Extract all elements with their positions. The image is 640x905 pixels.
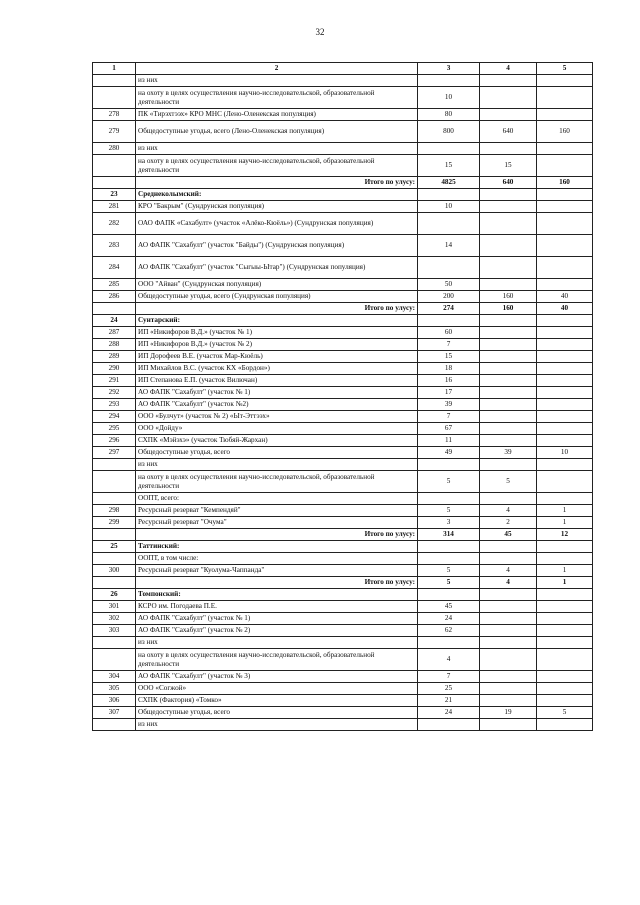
quota-total-cell: 800 [418, 121, 480, 143]
hunting-ground-name: АО ФАПК "Сахабулт" (участок № 3) [136, 671, 418, 683]
row-number-cell [93, 87, 136, 109]
quota-total-cell: 7 [418, 411, 480, 423]
table-row [93, 155, 593, 177]
table-row [93, 411, 593, 423]
quota-adult-cell: 4 [480, 505, 537, 517]
hunting-ground-name: ООО «Дойду» [136, 423, 418, 435]
quota-total-cell: 45 [418, 601, 480, 613]
quota-young-cell [537, 143, 593, 155]
hunting-ground-name: ОАО ФАПК «Сахабулт» (участок «Алёко-Кюёль») (Сундрунская популяция) [136, 213, 418, 235]
quota-young-cell [537, 363, 593, 375]
table-row [93, 363, 593, 375]
row-number-cell: 290 [93, 363, 136, 375]
table-row [93, 707, 593, 719]
quota-total-cell: 80 [418, 109, 480, 121]
quota-adult-cell [480, 257, 537, 279]
table-row [93, 671, 593, 683]
row-number-cell: 280 [93, 143, 136, 155]
value-cell [480, 315, 537, 327]
quota-young-cell [537, 459, 593, 471]
table-row [93, 695, 593, 707]
quota-adult-cell: 5 [480, 471, 537, 493]
hunting-ground-name: Ресурсный резерват "Кемпендяй" [136, 505, 418, 517]
quota-total-cell: 14 [418, 235, 480, 257]
quota-adult-cell [480, 327, 537, 339]
value-cell [418, 541, 480, 553]
quota-adult-cell [480, 423, 537, 435]
quota-young-cell [537, 671, 593, 683]
quota-young-cell: 5 [537, 707, 593, 719]
ulus-number: 24 [93, 315, 136, 327]
table-row [93, 235, 593, 257]
quota-adult-cell [480, 671, 537, 683]
quota-total-cell: 39 [418, 399, 480, 411]
total-label: Итого по улусу: [136, 577, 418, 589]
quota-total-cell: 7 [418, 671, 480, 683]
row-number-cell [93, 303, 136, 315]
quota-young-cell: 160 [537, 121, 593, 143]
quota-adult-cell [480, 87, 537, 109]
total-label: Итого по улусу: [136, 177, 418, 189]
quota-young-cell [537, 493, 593, 505]
row-number-cell: 279 [93, 121, 136, 143]
table-row [93, 109, 593, 121]
quota-total-cell: 200 [418, 291, 480, 303]
quota-young-cell [537, 637, 593, 649]
row-number-cell: 286 [93, 291, 136, 303]
table-row [93, 143, 593, 155]
total-value-cell: 4 [480, 577, 537, 589]
total-value-cell: 4825 [418, 177, 480, 189]
table-row [93, 387, 593, 399]
quota-young-cell [537, 435, 593, 447]
row-number-cell [93, 719, 136, 731]
quota-total-cell [418, 493, 480, 505]
hunting-ground-name: АО ФАПК "Сахабулт" (участок "Байды") (Сундрунская популяция) [136, 235, 418, 257]
row-number-cell: 282 [93, 213, 136, 235]
hunting-ground-name: КРО "Бакрым" (Сундрунская популяция) [136, 201, 418, 213]
quota-young-cell [537, 109, 593, 121]
row-number-cell [93, 637, 136, 649]
quota-total-cell [418, 719, 480, 731]
table-row [93, 553, 593, 565]
table-row [93, 601, 593, 613]
row-number-cell: 295 [93, 423, 136, 435]
table-row [93, 75, 593, 87]
quota-total-cell [418, 459, 480, 471]
quota-adult-cell [480, 435, 537, 447]
quota-young-cell: 1 [537, 565, 593, 577]
row-number-cell [93, 459, 136, 471]
total-label: Итого по улусу: [136, 529, 418, 541]
table-row [93, 423, 593, 435]
quota-adult-cell [480, 683, 537, 695]
table-row [93, 649, 593, 671]
quota-adult-cell [480, 109, 537, 121]
quota-adult-cell: 39 [480, 447, 537, 459]
quota-young-cell [537, 649, 593, 671]
row-number-cell: 291 [93, 375, 136, 387]
quota-adult-cell [480, 637, 537, 649]
ulus-heading-row [93, 541, 593, 553]
quota-adult-cell [480, 279, 537, 291]
quota-total-cell: 60 [418, 327, 480, 339]
value-cell [537, 189, 593, 201]
row-number-cell: 296 [93, 435, 136, 447]
hunting-ground-name: ИП «Никифоров В.Д.» (участок № 2) [136, 339, 418, 351]
row-number-cell: 305 [93, 683, 136, 695]
hunting-ground-name: ИП Степанова Е.П. (участок Вилючан) [136, 375, 418, 387]
hunting-ground-name: ООО «Булчут» (участок № 2) «Ыт-Эттээх» [136, 411, 418, 423]
quota-adult-cell [480, 695, 537, 707]
row-number-cell [93, 471, 136, 493]
quota-adult-cell [480, 719, 537, 731]
column-header: 2 [136, 63, 418, 75]
row-number-cell [93, 553, 136, 565]
table-row [93, 291, 593, 303]
table-row [93, 683, 593, 695]
quota-adult-cell [480, 201, 537, 213]
quota-total-cell: 49 [418, 447, 480, 459]
quota-total-cell [418, 637, 480, 649]
quota-adult-cell [480, 351, 537, 363]
row-number-cell: 287 [93, 327, 136, 339]
table-row [93, 459, 593, 471]
quota-total-cell: 17 [418, 387, 480, 399]
row-number-cell: 300 [93, 565, 136, 577]
hunting-ground-name: из них [136, 719, 418, 731]
quota-total-cell: 5 [418, 505, 480, 517]
quota-young-cell [537, 339, 593, 351]
quota-total-cell [418, 257, 480, 279]
total-value-cell: 640 [480, 177, 537, 189]
quota-young-cell: 1 [537, 517, 593, 529]
ulus-number: 25 [93, 541, 136, 553]
quota-young-cell [537, 695, 593, 707]
ulus-name: Таттинский: [136, 541, 418, 553]
table-row [93, 565, 593, 577]
hunting-ground-name: АО ФАПК "Сахабулт" (участок "Сыгыы-Ытар") (Сундрунская популяция) [136, 257, 418, 279]
table-row [93, 435, 593, 447]
quota-adult-cell: 15 [480, 155, 537, 177]
column-header: 1 [93, 63, 136, 75]
quota-adult-cell [480, 143, 537, 155]
quota-young-cell [537, 625, 593, 637]
quota-young-cell [537, 471, 593, 493]
quota-young-cell [537, 75, 593, 87]
hunting-ground-name: на охоту в целях осуществления научно-исследовательской, образовательной деятельности [136, 155, 418, 177]
quota-total-cell: 10 [418, 87, 480, 109]
value-cell [418, 315, 480, 327]
hunting-ground-name: АО ФАПК "Сахабулт" (участок №2) [136, 399, 418, 411]
value-cell [537, 315, 593, 327]
quota-adult-cell [480, 363, 537, 375]
quota-young-cell [537, 375, 593, 387]
quota-total-cell: 11 [418, 435, 480, 447]
ulus-total-row [93, 577, 593, 589]
table-row [93, 279, 593, 291]
quota-adult-cell [480, 387, 537, 399]
quota-total-cell: 21 [418, 695, 480, 707]
hunting-ground-name: Общедоступные угодья, всего [136, 447, 418, 459]
value-cell [418, 189, 480, 201]
hunting-ground-name: ООПТ, в том числе: [136, 553, 418, 565]
quota-adult-cell [480, 339, 537, 351]
value-cell [480, 589, 537, 601]
ulus-name: Среднеколымский: [136, 189, 418, 201]
row-number-cell: 294 [93, 411, 136, 423]
quota-young-cell [537, 411, 593, 423]
ulus-name: Сунтарский: [136, 315, 418, 327]
ulus-total-row [93, 177, 593, 189]
ulus-heading-row [93, 189, 593, 201]
row-number-cell [93, 75, 136, 87]
column-header: 4 [480, 63, 537, 75]
table-header-row [93, 63, 593, 75]
quota-young-cell: 10 [537, 447, 593, 459]
hunting-ground-name: на охоту в целях осуществления научно-исследовательской, образовательной деятельности [136, 87, 418, 109]
row-number-cell: 303 [93, 625, 136, 637]
row-number-cell: 301 [93, 601, 136, 613]
total-value-cell: 160 [480, 303, 537, 315]
hunting-ground-name: ООПТ, всего: [136, 493, 418, 505]
table-row [93, 327, 593, 339]
hunting-ground-name: Ресурсный резерват "Очума" [136, 517, 418, 529]
row-number-cell: 288 [93, 339, 136, 351]
quota-young-cell [537, 201, 593, 213]
quota-adult-cell: 160 [480, 291, 537, 303]
total-value-cell: 1 [537, 577, 593, 589]
quota-adult-cell: 640 [480, 121, 537, 143]
quota-table [92, 62, 593, 731]
quota-adult-cell [480, 553, 537, 565]
quota-adult-cell [480, 213, 537, 235]
row-number-cell: 278 [93, 109, 136, 121]
table-row [93, 351, 593, 363]
ulus-total-row [93, 529, 593, 541]
quota-young-cell [537, 257, 593, 279]
hunting-ground-name: из них [136, 75, 418, 87]
quota-total-cell: 67 [418, 423, 480, 435]
value-cell [537, 541, 593, 553]
quota-adult-cell [480, 601, 537, 613]
table-row [93, 257, 593, 279]
row-number-cell: 306 [93, 695, 136, 707]
hunting-ground-name: ИП «Никифоров В.Д.» (участок № 1) [136, 327, 418, 339]
table-row [93, 399, 593, 411]
hunting-ground-name: Общедоступные угодья, всего [136, 707, 418, 719]
table-row [93, 625, 593, 637]
quota-total-cell [418, 143, 480, 155]
total-value-cell: 5 [418, 577, 480, 589]
ulus-heading-row [93, 589, 593, 601]
quota-total-cell: 50 [418, 279, 480, 291]
table-row [93, 201, 593, 213]
row-number-cell: 289 [93, 351, 136, 363]
column-header: 5 [537, 63, 593, 75]
table-row [93, 637, 593, 649]
quota-young-cell [537, 399, 593, 411]
total-value-cell: 12 [537, 529, 593, 541]
hunting-ground-name: из них [136, 459, 418, 471]
page-number: 32 [315, 27, 325, 37]
row-number-cell [93, 529, 136, 541]
table-row [93, 505, 593, 517]
hunting-ground-name: СХПК «Мэйэхэ» (участок Тюбяй-Жархан) [136, 435, 418, 447]
row-number-cell: 298 [93, 505, 136, 517]
hunting-ground-name: Общедоступные угодья, всего (Сундрунская популяция) [136, 291, 418, 303]
row-number-cell [93, 649, 136, 671]
table-row [93, 447, 593, 459]
table-row [93, 375, 593, 387]
row-number-cell: 307 [93, 707, 136, 719]
quota-total-cell: 7 [418, 339, 480, 351]
quota-young-cell: 1 [537, 505, 593, 517]
hunting-ground-name: ИП Михайлов В.С. (участок КХ «Бордон») [136, 363, 418, 375]
hunting-ground-name: из них [136, 143, 418, 155]
quota-total-cell: 3 [418, 517, 480, 529]
row-number-cell [93, 177, 136, 189]
row-number-cell: 293 [93, 399, 136, 411]
quota-total-cell: 10 [418, 201, 480, 213]
quota-young-cell [537, 87, 593, 109]
quota-young-cell [537, 683, 593, 695]
value-cell [537, 589, 593, 601]
quota-young-cell: 40 [537, 291, 593, 303]
quota-young-cell [537, 235, 593, 257]
table-row [93, 339, 593, 351]
quota-total-cell: 24 [418, 707, 480, 719]
quota-total-cell: 15 [418, 155, 480, 177]
table-row [93, 471, 593, 493]
total-value-cell: 314 [418, 529, 480, 541]
row-number-cell: 285 [93, 279, 136, 291]
table-row [93, 493, 593, 505]
value-cell [480, 189, 537, 201]
row-number-cell: 297 [93, 447, 136, 459]
hunting-ground-name: Ресурсный резерват "Куолума-Чаппанда" [136, 565, 418, 577]
quota-total-cell: 62 [418, 625, 480, 637]
quota-total-cell: 15 [418, 351, 480, 363]
quota-young-cell [537, 601, 593, 613]
row-number-cell [93, 155, 136, 177]
quota-total-cell: 5 [418, 471, 480, 493]
value-cell [480, 541, 537, 553]
quota-total-cell [418, 75, 480, 87]
ulus-name: Томпонский: [136, 589, 418, 601]
table-row [93, 719, 593, 731]
table-row [93, 121, 593, 143]
hunting-ground-name: ИП Дорофеев В.Е. (участок Мар-Кюёль) [136, 351, 418, 363]
row-number-cell: 292 [93, 387, 136, 399]
row-number-cell: 304 [93, 671, 136, 683]
value-cell [418, 589, 480, 601]
total-label: Итого по улусу: [136, 303, 418, 315]
table-row [93, 213, 593, 235]
total-value-cell: 45 [480, 529, 537, 541]
quota-young-cell [537, 613, 593, 625]
quota-total-cell: 25 [418, 683, 480, 695]
quota-adult-cell: 4 [480, 565, 537, 577]
quota-total-cell: 16 [418, 375, 480, 387]
table-row [93, 517, 593, 529]
table-row [93, 87, 593, 109]
hunting-ground-name: КСРО им. Погодаева П.Е. [136, 601, 418, 613]
quota-adult-cell [480, 459, 537, 471]
quota-adult-cell [480, 613, 537, 625]
quota-total-cell [418, 213, 480, 235]
quota-total-cell: 4 [418, 649, 480, 671]
quota-young-cell [537, 279, 593, 291]
total-value-cell: 160 [537, 177, 593, 189]
row-number-cell: 299 [93, 517, 136, 529]
quota-adult-cell [480, 411, 537, 423]
quota-total-cell [418, 553, 480, 565]
ulus-number: 23 [93, 189, 136, 201]
quota-young-cell [537, 213, 593, 235]
hunting-ground-name: АО ФАПК "Сахабулт" (участок № 1) [136, 613, 418, 625]
row-number-cell: 302 [93, 613, 136, 625]
quota-young-cell [537, 351, 593, 363]
hunting-ground-name: из них [136, 637, 418, 649]
quota-young-cell [537, 423, 593, 435]
row-number-cell [93, 577, 136, 589]
hunting-ground-name: ООО «Согжой» [136, 683, 418, 695]
hunting-ground-name: на охоту в целях осуществления научно-исследовательской, образовательной деятельности [136, 649, 418, 671]
quota-adult-cell [480, 399, 537, 411]
quota-adult-cell [480, 625, 537, 637]
total-value-cell: 40 [537, 303, 593, 315]
ulus-number: 26 [93, 589, 136, 601]
row-number-cell: 281 [93, 201, 136, 213]
quota-young-cell [537, 327, 593, 339]
quota-young-cell [537, 719, 593, 731]
hunting-ground-name: АО ФАПК "Сахабулт" (участок № 2) [136, 625, 418, 637]
table-row [93, 613, 593, 625]
hunting-ground-name: ООО "Айван" (Сундрунская популяция) [136, 279, 418, 291]
hunting-ground-name: ПК «Тирэхтээх» КРО МНС (Лено-Оленекская популяция) [136, 109, 418, 121]
quota-adult-cell [480, 493, 537, 505]
quota-adult-cell [480, 375, 537, 387]
quota-adult-cell [480, 235, 537, 257]
hunting-ground-name: СХПК (Фактория) «Томко» [136, 695, 418, 707]
quota-young-cell [537, 553, 593, 565]
hunting-ground-name: Общедоступные угодья, всего (Лено-Оленекская популяция) [136, 121, 418, 143]
quota-young-cell [537, 387, 593, 399]
quota-adult-cell [480, 75, 537, 87]
column-header: 3 [418, 63, 480, 75]
quota-adult-cell: 19 [480, 707, 537, 719]
quota-adult-cell: 2 [480, 517, 537, 529]
row-number-cell: 283 [93, 235, 136, 257]
ulus-total-row [93, 303, 593, 315]
row-number-cell: 284 [93, 257, 136, 279]
quota-young-cell [537, 155, 593, 177]
quota-total-cell: 18 [418, 363, 480, 375]
ulus-heading-row [93, 315, 593, 327]
row-number-cell [93, 493, 136, 505]
hunting-ground-name: на охоту в целях осуществления научно-исследовательской, образовательной деятельности [136, 471, 418, 493]
quota-total-cell: 5 [418, 565, 480, 577]
quota-total-cell: 24 [418, 613, 480, 625]
quota-adult-cell [480, 649, 537, 671]
total-value-cell: 274 [418, 303, 480, 315]
hunting-ground-name: АО ФАПК "Сахабулт" (участок № 1) [136, 387, 418, 399]
